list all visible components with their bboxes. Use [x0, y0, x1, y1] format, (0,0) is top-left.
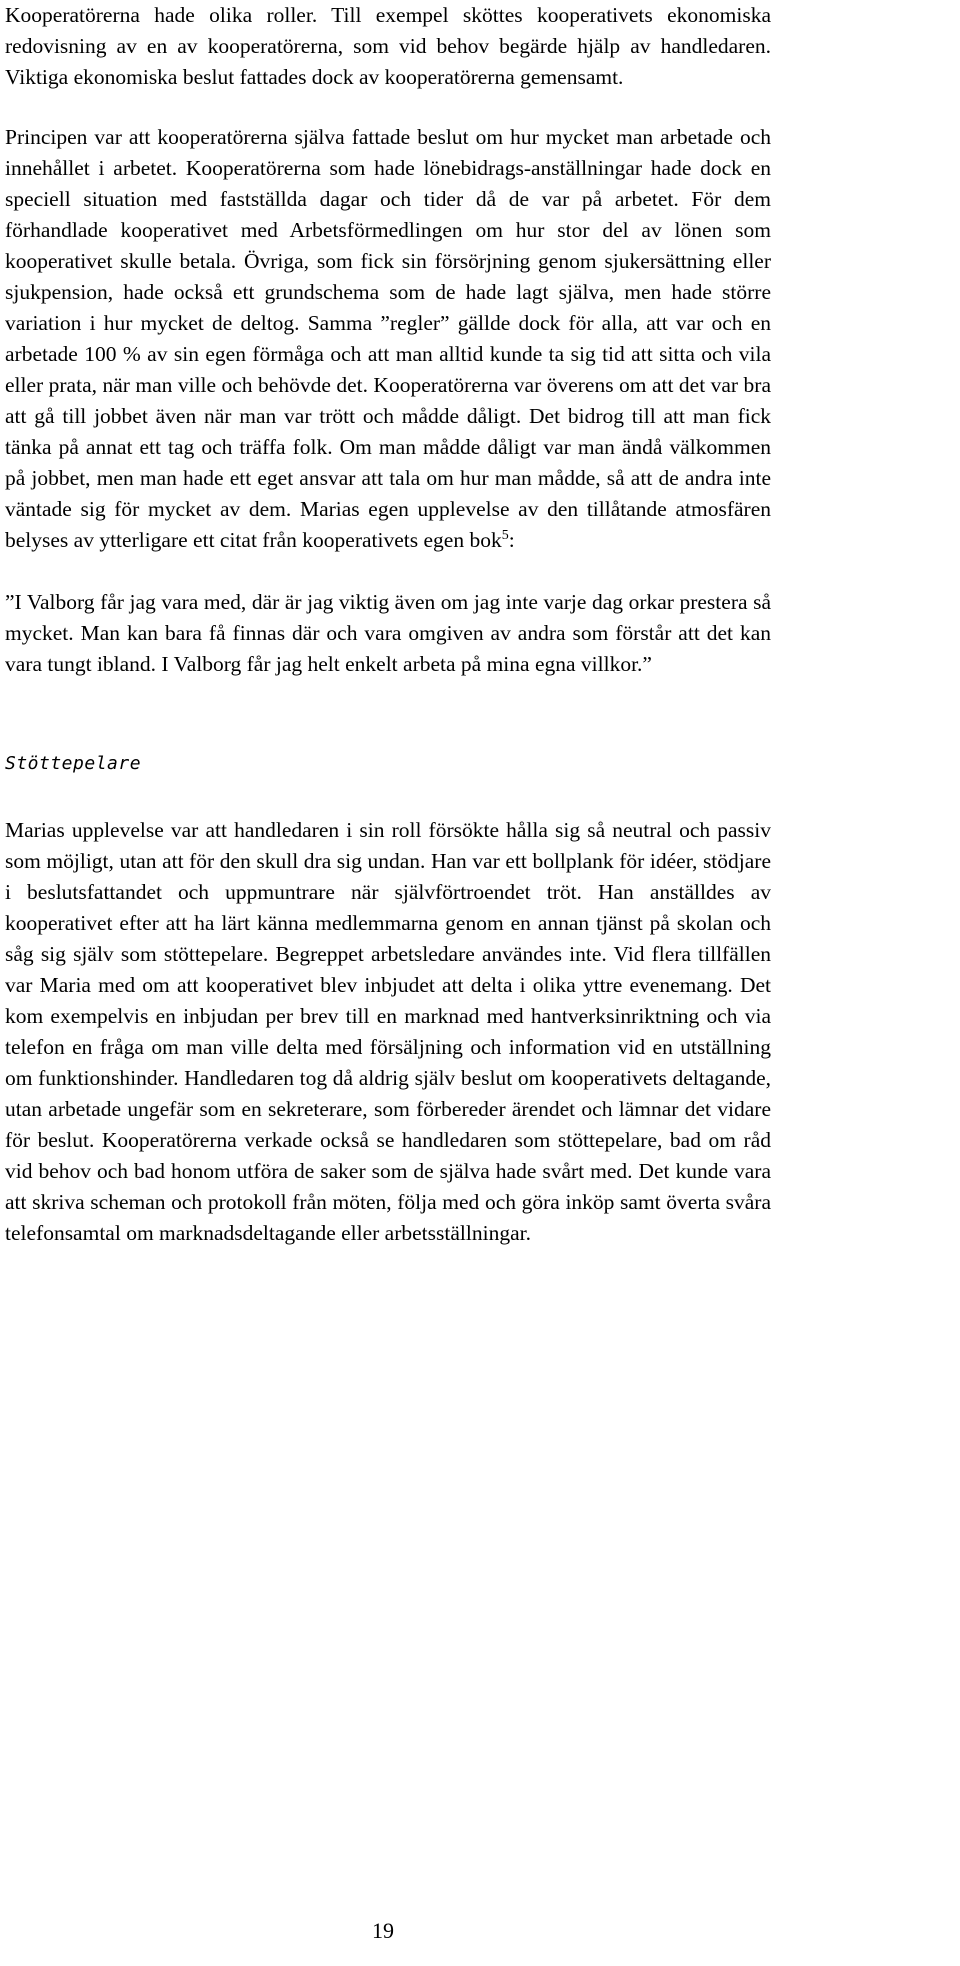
paragraph-principles [5, 122, 771, 556]
document-page [5, 0, 771, 1249]
section-heading: Stöttepelare [5, 753, 142, 774]
paragraph-support: Marias upplevelse var att handledaren i sin roll försökte hålla sig så neutral och passiv som möjligt, utan att för den skull dra sig undan. Han var ett bollplank för idéer, stödjare i beslutsfattandet och uppmuntrare när självförtroendet tröt. Han anställdes av kooperativet efter att ha lärt känna medlemmarna genom en annan tjänst på skolan och såg sig själv som stöttepelare. Begreppet arbetsledare användes inte. Vid flera tillfällen var Maria med om att kooperativet blev inbjudet att delta i olika yttre evenemang. Det kom exempelvis en inbjudan per brev till en marknad med hantverksinriktning och via telefon en fråga om man ville delta med försäljning och information vid en utställning om funktionshinder. Handledaren tog då aldrig själv beslut om kooperativets deltagande, utan arbetade ungefär som en sekreterare, som förbereder ärendet och lämnar det vidare för beslut. Kooperatörerna verkade också se handledaren som stöttepelare, bad om råd vid behov och bad honom utföra de saker som de själva hade svårt med. Det kunde vara att skriva scheman och protokoll från möten, följa med och göra inköp samt överta svåra telefonsamtal om marknadsdeltagande eller arbetsställningar. [5, 818, 771, 1245]
block-quote: ”I Valborg får jag vara med, där är jag viktig även om jag inte varje dag orkar prestera så mycket. Man kan bara få finnas där och vara omgiven av andra som förstår att det kan vara tungt ibland. I Valborg får jag helt enkelt arbeta på mina egna villkor.” [5, 590, 771, 676]
page-number: 19 [372, 1918, 394, 1943]
paragraph-roles: Kooperatörerna hade olika roller. Till exempel sköttes kooperativets ekonomiska redovisning av en av kooperatörerna, som vid behov begärde hjälp av handledaren. Viktiga ekonomiska beslut fattades dock av kooperatörerna gemensamt. [5, 3, 771, 89]
footnote-reference: 5 [501, 528, 509, 543]
paragraph-principles-end: : [508, 528, 515, 552]
paragraph-principles-text: Principen var att kooperatörerna själva fattade beslut om hur mycket man arbetade och innehållet i arbetet. Kooperatörerna som hade lönebidrags-anställningar hade dock en speciell situation med fastställda dagar och tider då de var på arbetet. För dem förhandlade kooperativet med Arbetsförmedlingen om hur stor del av lönen som kooperativet skulle betala. Övriga, som fick sin försörjning genom sjukersättning eller sjukpension, hade också ett grundschema som de hade lagt själva, men hade större variation i hur mycket de deltog. Samma ”regler” gällde dock för alla, att var och en arbetade 100 % av sin egen förmåga och att man alltid kunde ta sig tid att sitta och vila eller prata, när man ville och behövde det. Kooperatörerna var överens om att det var bra att gå till jobbet även när man var trött och mådde dåligt. Det bidrog till att man fick tänka på annat ett tag och träffa folk. Om man mådde dåligt var man ändå välkommen på jobbet, men man hade ett eget ansvar att tala om hur man mådde, så att de andra inte väntade sig för mycket av dem. Marias egen upplevelse av den tillåtande atmosfären belyses av ytterligare ett citat från kooperativets egen bok [5, 125, 771, 552]
